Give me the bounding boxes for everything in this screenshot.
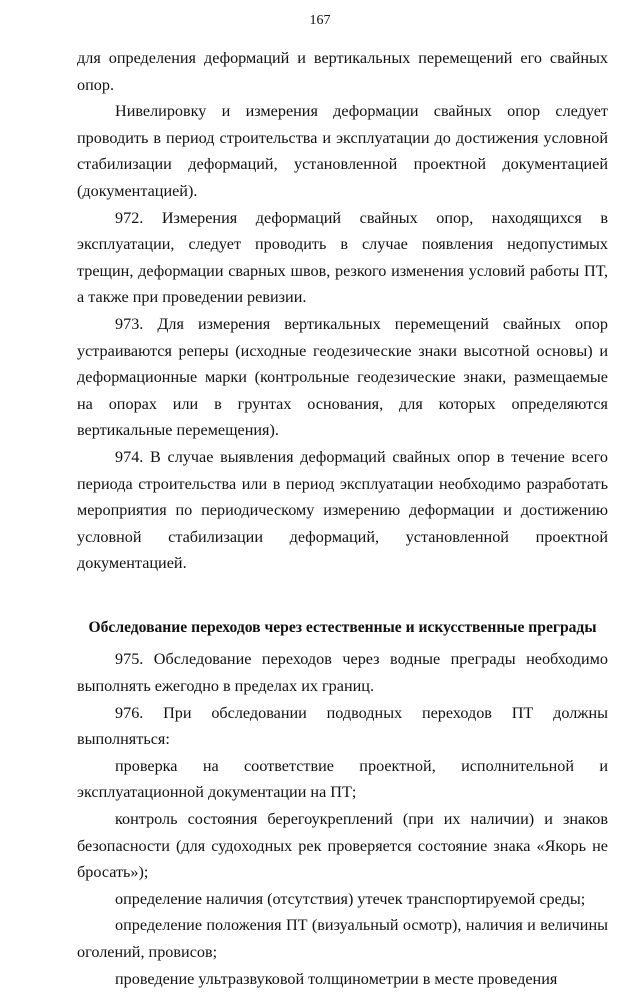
list-item-bank-protection: контроль состояния берегоукреплений (при их наличии) и знаков безопасности (для судоходных рек проверяется состояние знака «Якорь не бросать»); (77, 810, 608, 882)
paragraph-976: 976. При обследовании подводных переходов ПТ должны выполняться: (77, 703, 608, 749)
paragraph-974: 974. В случае выявления деформаций свайных опор в течение всего периода строительства или в период эксплуатации необходимо разработать мероприятия по периодическому измерению деформации и достижению условной стабилизации деформаций, установленной проектной документацией. (77, 447, 608, 573)
list-item-ultrasonic: проведение ультразвуковой толщинометрии в месте проведения (115, 969, 558, 988)
list-item-position-check: определение положения ПТ (визуальный осмотр), наличия и величины оголений, провисов; (77, 916, 608, 961)
section-heading: Обследование переходов через естественные и искусственные преграды (88, 618, 597, 636)
paragraph-continuation: для определения деформаций и вертикальных перемещений его свайных опор. (77, 49, 608, 94)
document-body (77, 45, 608, 992)
paragraph-leveling: Нивелировку и измерения деформации свайных опор следует проводить в период строительства и эксплуатации до достижения условной стабилизации деформаций, установленной проектной документацией (документацией). (77, 102, 608, 200)
page-number: 167 (309, 13, 331, 28)
paragraph-973: 973. Для измерения вертикальных перемещений свайных опор устраиваются реперы (исходные геодезические знаки высотной основы) и деформационные марки (контрольные геодезические знаки, размещаемые на опорах или в грунтах основания, для которых определяются вертикальные перемещения). (77, 314, 608, 440)
paragraph-972: 972. Измерения деформаций свайных опор, находящихся в эксплуатации, следует проводить в случае появления недопустимых трещин, деформации сварных швов, резкого изменения условий работы ПТ, а также при проведении ревизии. (77, 208, 608, 307)
list-item-compliance-check: проверка на соответствие проектной, исполнительной и эксплуатационной документации на ПТ; (77, 756, 608, 802)
paragraph-975: 975. Обследование переходов через водные преграды необходимо выполнять ежегодно в пределах их границ. (77, 650, 608, 696)
list-item-leak-detection: определение наличия (отсутствия) утечек транспортируемой среды; (115, 889, 586, 908)
